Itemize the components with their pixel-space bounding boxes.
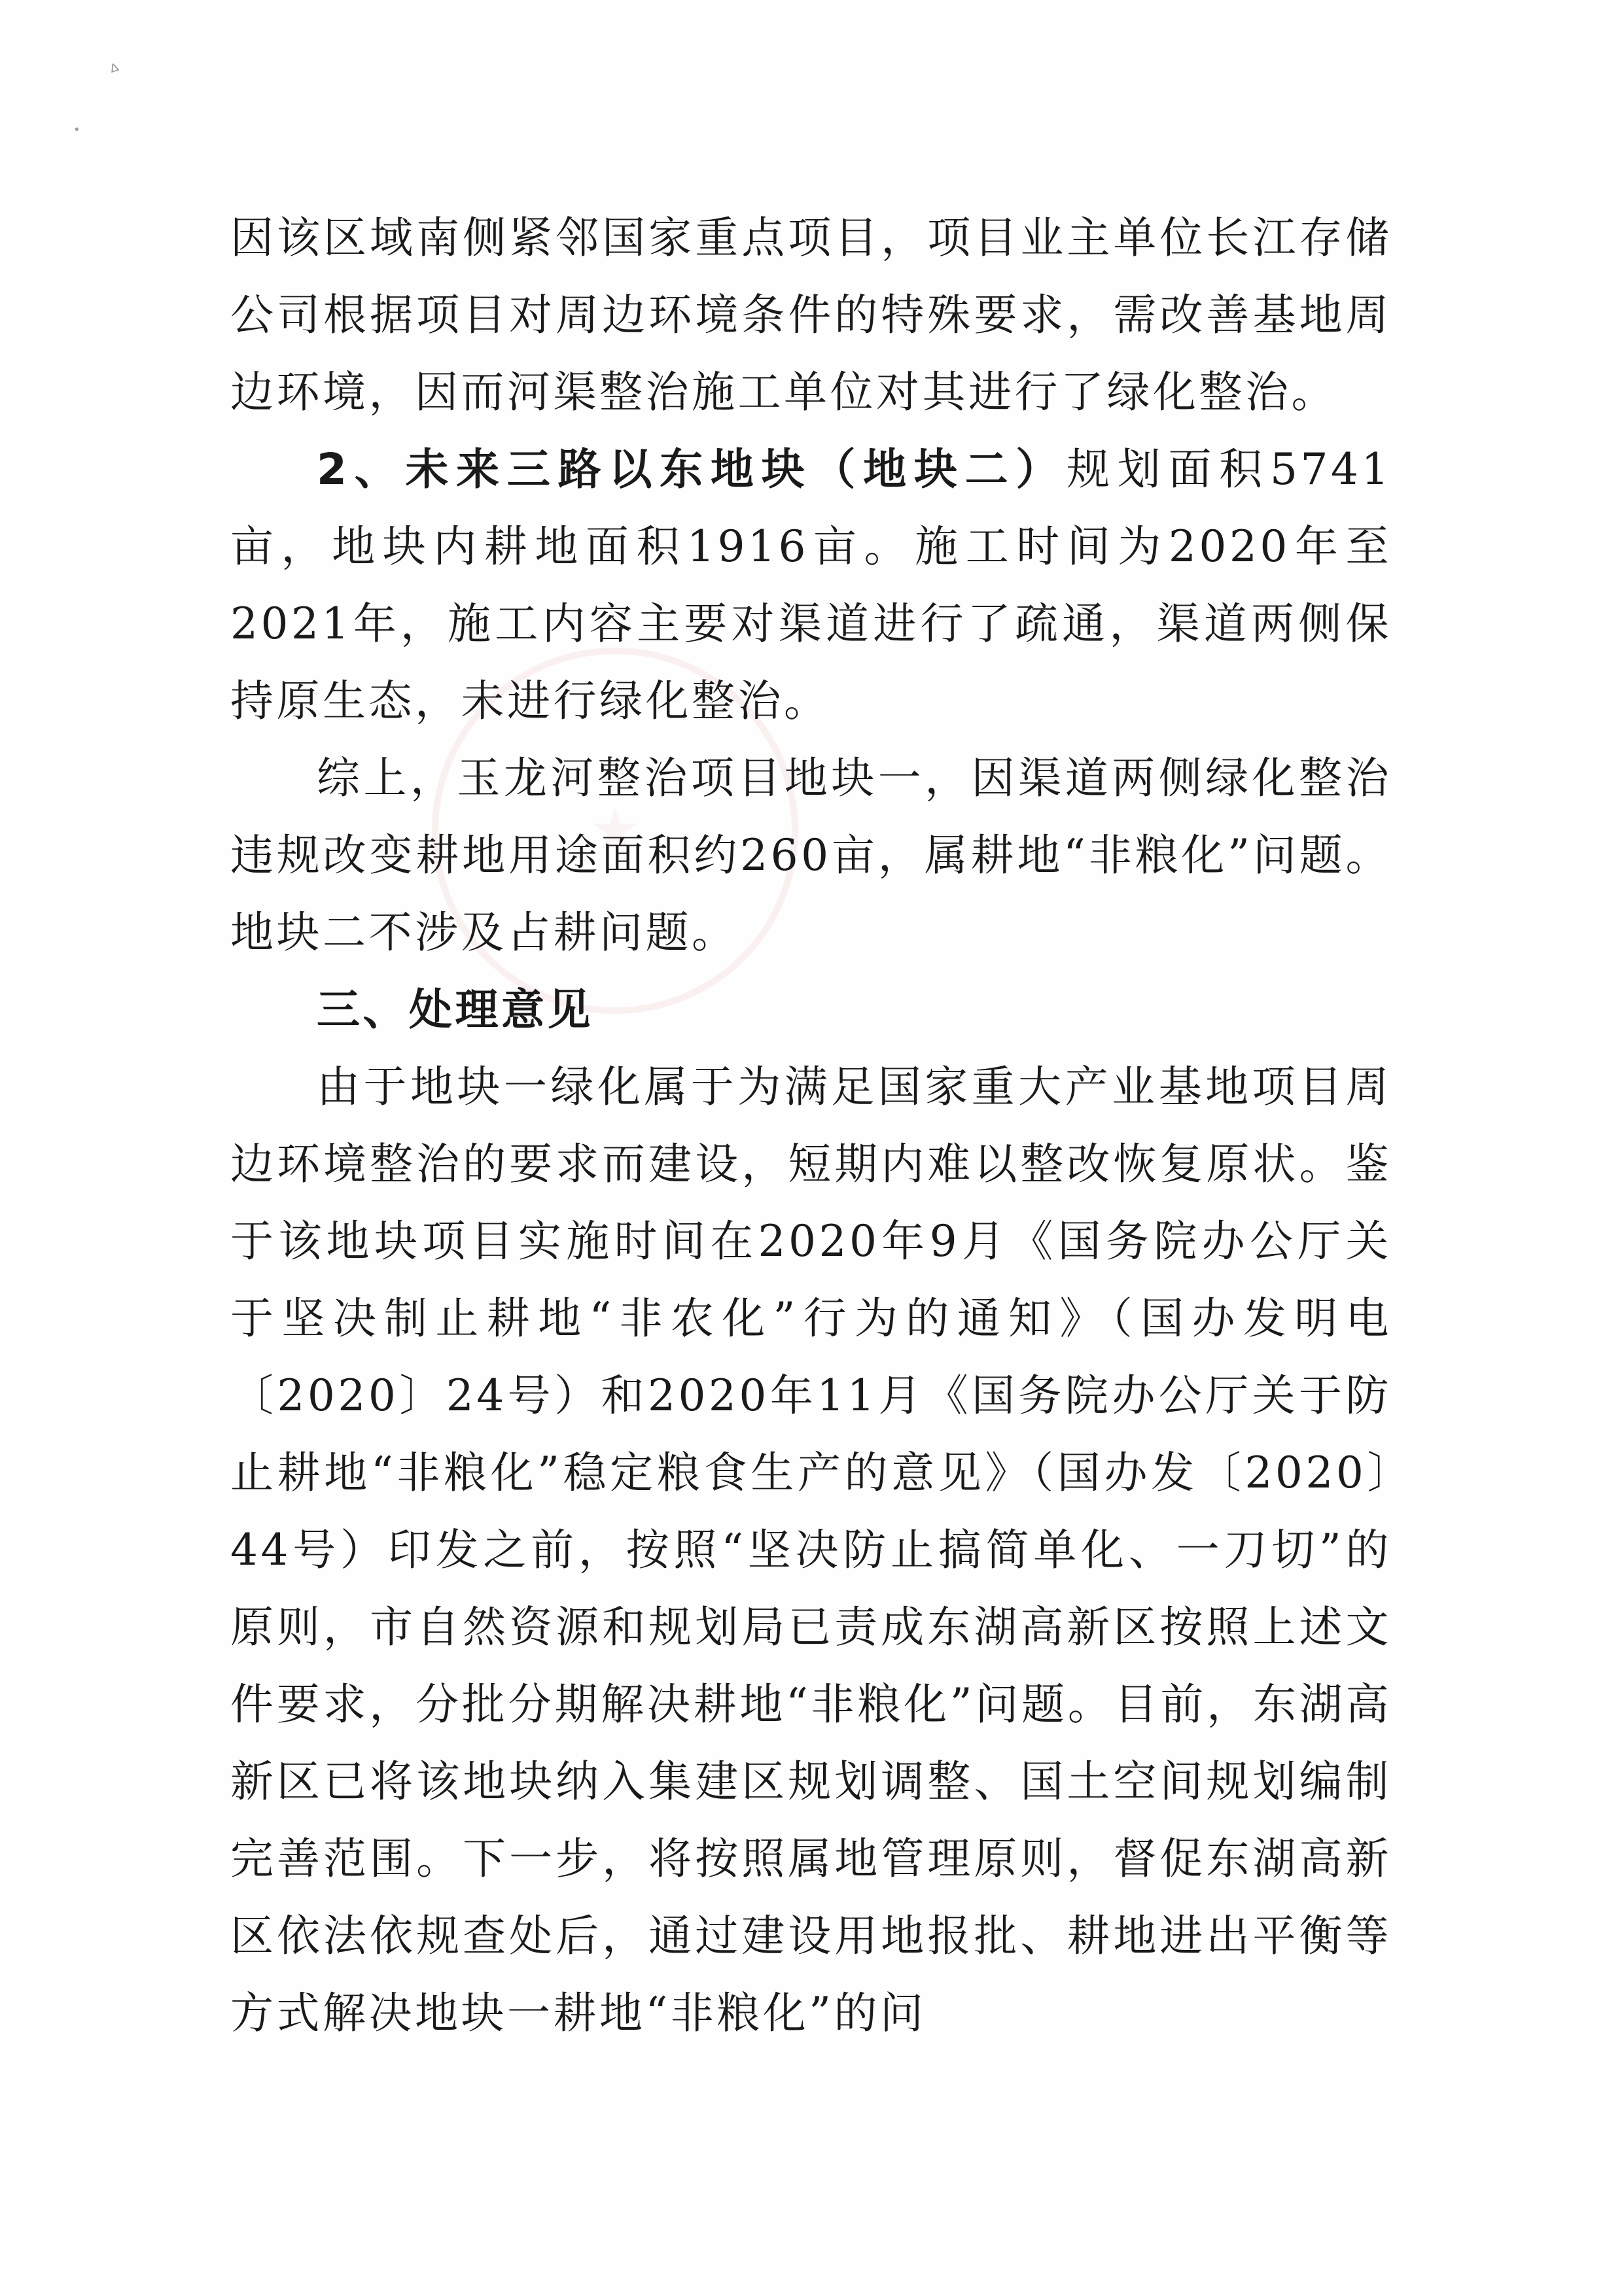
paragraph-plot-two: [230, 431, 1392, 740]
scan-speck-mark: ᐞ: [106, 59, 124, 84]
paragraph-handling-opinion: 由于地块一绿化属于为满足国家重大产业基地项目周边环境整治的要求而建设，短期内难以整改恢复原状。鉴于该地块项目实施时间在2020年9月《国务院办公厅关于坚决制止耕地“非农化”行为的通知》（国办发明电〔2020〕24号）和2020年11月《国务院办公厅关于防止耕地“非粮化”稳定粮食生产的意见》（国办发〔2020〕44号）印发之前，按照“坚决防止搞简单化、一刀切”的原则，市自然资源和规划局已责成东湖高新区按照上述文件要求，分批分期解决耕地“非粮化”问题。目前，东湖高新区已将该地块纳入集建区规划调整、国土空间规划编制完善范围。下一步，将按照属地管理原则，督促东湖高新区依法依规查处后，通过建设用地报批、耕地进出平衡等方式解决地块一耕地“非粮化”的问: [230, 1062, 1392, 2038]
plot-two-heading: 2、未来三路以东地块（地块二）: [317, 444, 1067, 495]
paragraph-continuation: 因该区域南侧紧邻国家重点项目，项目业主单位长江存储公司根据项目对周边环境条件的特殊要求，需改善基地周边环境，因而河渠整治施工单位对其进行了绿化整治。: [230, 213, 1392, 417]
paragraph-summary: 综上，玉龙河整治项目地块一，因渠道两侧绿化整治违规改变耕地用途面积约260亩，属耕地“非粮化”问题。地块二不涉及占耕问题。: [230, 753, 1392, 958]
document-body: [230, 200, 1392, 2052]
plot-two-text: 规划面积5741亩，地块内耕地面积1916亩。施工时间为2020年至2021年，施工内容主要对渠道进行了疏通，渠道两侧保持原生态，未进行绿化整治。: [230, 444, 1392, 726]
section-heading-opinion: 三、处理意见: [317, 984, 593, 1035]
scan-dot-mark: •: [73, 123, 80, 137]
